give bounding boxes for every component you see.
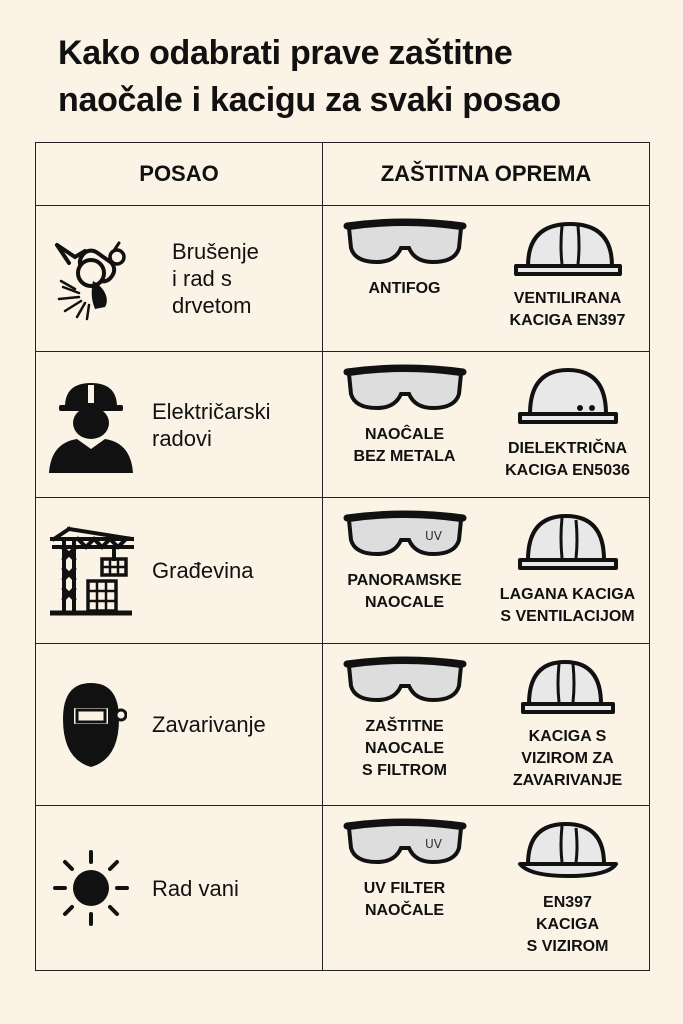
glasses-label: UV FILTER NAOČALE [363,880,446,919]
job-cell [36,644,323,806]
hard-hat-icon [516,364,620,430]
helmet-item [486,352,649,497]
hard-hat-icon [510,218,626,280]
equipment-cell [323,352,650,498]
job-label: Brušenje i rad s drvetom [172,239,259,318]
glasses-label: ANTIFOG [368,280,441,297]
helmet-label: LAGANA KACIGA S VENTILACIJOM [499,586,636,625]
helmet-label: VENTILIRANA KACIGA EN397 [509,290,626,329]
hard-hat-icon [519,656,617,718]
hard-hat-icon [516,510,620,576]
title-line-2: naočale i kacigu za svaki posao [58,81,561,119]
helmet-item [486,498,649,643]
crane-icon [36,525,146,617]
glasses-item [323,644,486,805]
uv-mark: UV [424,837,442,851]
helmet-item [486,806,649,970]
helmet-item [486,206,649,351]
equipment-cell [323,806,650,971]
glasses-item [323,206,486,351]
job-label: Električarski radovi [152,398,271,451]
helmet-label: EN397 KACIGA S VIZIROM [526,894,609,955]
sun-icon [36,848,146,928]
job-cell [36,806,323,971]
safety-glasses-icon [343,818,467,870]
helmet-item [486,644,649,805]
glasses-item [323,352,486,497]
safety-glasses-icon [343,218,467,270]
equipment-table [35,142,650,971]
safety-glasses-icon [343,656,467,708]
table-row [36,352,650,498]
glasses-item [323,806,486,970]
page-title [58,30,668,124]
header-job: POSAO [36,143,323,206]
glasses-label: ZAŠTITNE NAOCALE S FILTROM [361,718,448,779]
electrician-icon [36,377,146,473]
helmet-label: KACIGA S VIZIROM ZA ZAVARIVANJE [512,728,623,789]
table-row [36,806,650,971]
safety-glasses-icon [343,364,467,416]
job-cell [36,352,323,498]
equipment-cell [323,644,650,806]
glasses-label: PANORAMSKE NAOCALE [347,572,462,611]
job-label: Rad vani [152,875,239,901]
job-cell [36,498,323,644]
table-row [36,498,650,644]
uv-mark: UV [424,529,442,543]
table-row [36,644,650,806]
hard-hat-icon [516,818,620,884]
header-equipment: ZAŠTITNA OPREMA [323,143,650,206]
table-row [36,206,650,352]
job-label: Građevina [152,558,254,583]
job-cell [36,206,323,352]
safety-glasses-icon [343,510,467,562]
header-row [36,143,650,206]
job-label: Zavarivanje [152,712,266,737]
equipment-cell [323,206,650,352]
glasses-item [323,498,486,643]
grinder-icon [36,237,146,321]
helmet-label: DIELEKTRIČNA KACIGA EN5036 [505,440,630,479]
glasses-label: NAOĈALE BEZ METALA [353,426,456,465]
welding-mask-icon [36,679,146,771]
equipment-cell [323,498,650,644]
title-line-1: Kako odabrati prave zaštitne [58,34,513,72]
